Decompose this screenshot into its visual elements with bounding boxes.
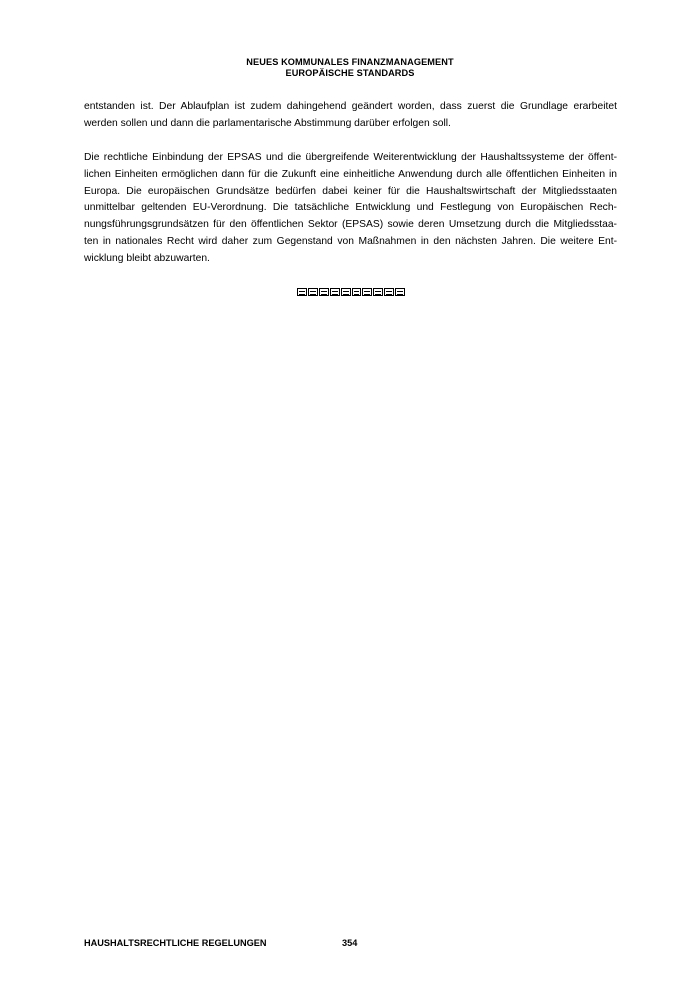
page-number: 354 <box>342 938 358 948</box>
text-line: lichen Einheiten ermöglichen dann für die Zukunft eine einheitliche Anwendung durch alle öffentlichen Einheiten <box>84 168 606 180</box>
text-line: wicklung bleibt abzuwarten. <box>84 252 210 264</box>
text-line: entstanden ist. Der Ablaufplan ist zudem dahingehend geändert worden, dass zuerst die Grundlage erarbeitet <box>84 101 617 112</box>
text-line: ten in nationales Recht wird daher zum Gegenstand von Maßnahmen in den nächsten Jahren. Die weitere Ent- <box>84 235 617 247</box>
text-line: nungsführungsgrundsätzen für den öffentlichen Sektor (EPSAS) sowie deren Umsetzung durch die Mitgliedsstaa- <box>84 219 617 231</box>
text-line: in Europa. Die europäischen Grundsätze bedürfen dabei keiner für die Haushaltswirtschaft der Mitgliedsstaaten <box>84 168 617 197</box>
separator-block <box>384 288 394 296</box>
separator-block <box>341 288 351 296</box>
text-line: unmittelbar geltenden EU-Verordnung. Die tatsächliche Entwicklung und Festlegung von Europäischen Rech- <box>84 202 617 214</box>
separator-block <box>319 288 329 296</box>
page-header <box>0 57 700 79</box>
separator-block <box>297 288 307 296</box>
separator-block <box>352 288 362 296</box>
header-subtitle: EUROPÄISCHE STANDARDS <box>285 68 415 78</box>
paragraph-1 <box>84 99 617 133</box>
text-line: werden sollen und dann die parlamentarische Abstimmung darüber erfolgen soll. <box>84 117 451 129</box>
footer-section-title: HAUSHALTSRECHTLICHE REGELUNGEN <box>84 938 267 948</box>
separator-block <box>330 288 340 296</box>
separator-block <box>395 288 405 296</box>
header-title: NEUES KOMMUNALES FINANZMANAGEMENT <box>246 57 454 67</box>
paragraph-2 <box>84 150 617 268</box>
section-end-separator <box>297 288 405 298</box>
separator-block <box>362 288 372 296</box>
text-line: Die rechtliche Einbindung der EPSAS und die übergreifende Weiterentwicklung der Haushaltssysteme der öffent- <box>84 152 617 163</box>
separator-block <box>308 288 318 296</box>
separator-block <box>373 288 383 296</box>
